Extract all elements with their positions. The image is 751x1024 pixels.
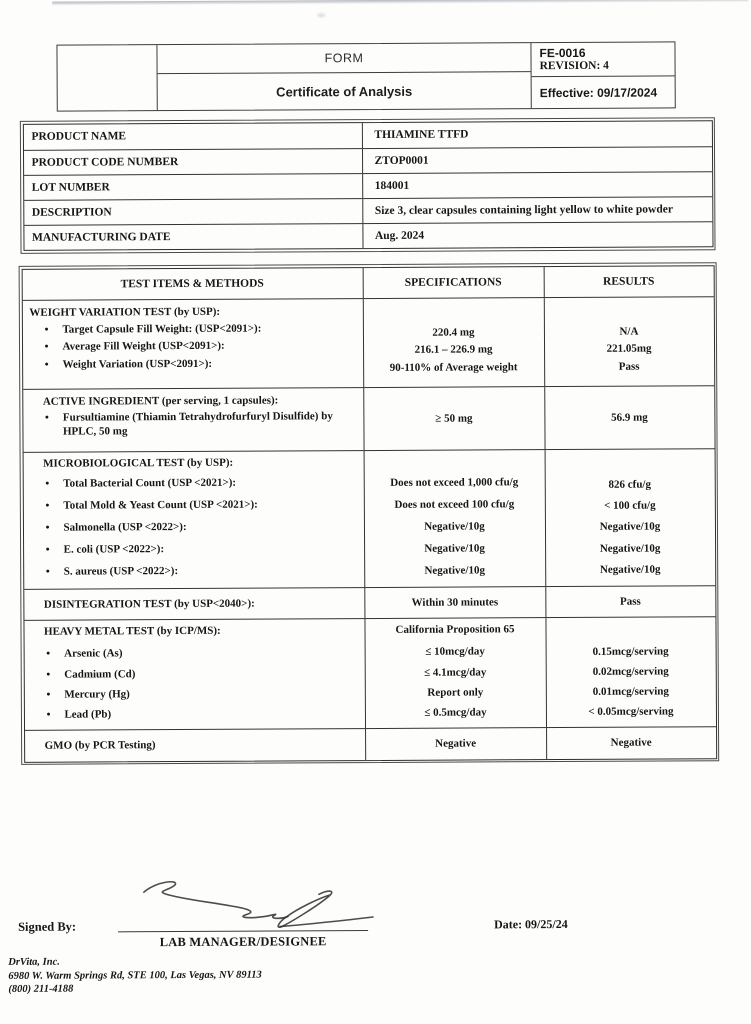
test-table-header-row <box>22 266 713 300</box>
test-item <box>23 476 363 500</box>
effective-date: Effective: 09/17/2024 <box>539 85 658 100</box>
item-spec: 216.1 – 226.9 mg <box>414 343 493 356</box>
description-label: DESCRIPTION <box>24 199 363 225</box>
item-name: Arsenic (As) <box>64 647 123 660</box>
test-item <box>24 667 364 689</box>
item-result: Pass <box>618 360 640 373</box>
item-name: E. coli (USP <2022>): <box>63 543 165 557</box>
lot-number-value: 184001 <box>374 179 410 192</box>
effective-date-cell <box>532 76 675 108</box>
weight-section-title: WEIGHT VARIATION TEST (by USP): <box>29 305 221 319</box>
signature-scribble <box>120 874 378 935</box>
bullet-icon: • <box>45 522 50 535</box>
form-code-cell <box>531 42 674 77</box>
description-value: Size 3, clear capsules containing light yellow to white powder <box>374 203 673 218</box>
item-name: Salmonella (USP <2022>): <box>63 521 187 534</box>
header-center-column <box>157 43 531 110</box>
heavy-section-title: HEAVY METAL TEST (by ICP/MS): <box>43 624 221 638</box>
footer-address: 6980 W. Warm Springs Rd, STE 100, Las Vegas, NV 89113 <box>8 969 262 982</box>
bullet-icon: • <box>45 544 50 557</box>
test-item <box>24 646 364 668</box>
item-name: Mercury (Hg) <box>64 688 130 701</box>
item-spec: 90-110% of Average weight <box>389 360 518 374</box>
product-name-label: PRODUCT NAME <box>23 123 362 150</box>
form-label: FORM <box>324 51 364 66</box>
item-name: Weight Variation (USP<2091>): <box>62 357 213 371</box>
product-row <box>24 196 712 225</box>
item-result: < 100 cfu/g <box>604 499 656 512</box>
footer-phone: (800) 211-4188 <box>8 983 74 995</box>
lot-number-label: LOT NUMBER <box>24 174 363 200</box>
item-spec: ≤ 4.1mcg/day <box>424 666 487 679</box>
disintegration-section-title: DISINTEGRATION TEST (by USP<2040>): <box>43 597 255 611</box>
item-result: Negative/10g <box>599 563 661 576</box>
bullet-icon: • <box>45 477 50 490</box>
item-result: Pass <box>619 595 641 608</box>
bullet-icon: • <box>46 647 51 661</box>
active-section-title: ACTIVE INGREDIENT (per serving, 1 capsules): <box>42 394 279 408</box>
item-spec: Does not exceed 100 cfu/g <box>394 497 515 511</box>
footer-company: DrVita, Inc. <box>8 956 60 968</box>
item-spec: Negative/10g <box>424 541 485 555</box>
micro-section-title: MICROBIOLOGICAL TEST (by USP): <box>43 456 234 470</box>
footer-company-block <box>8 955 262 997</box>
item-result: 0.01mcg/serving <box>592 685 669 698</box>
bullet-icon: • <box>44 340 49 353</box>
revision-number: REVISION: 4 <box>539 59 609 72</box>
item-spec: ≤ 10mcg/day <box>425 645 485 659</box>
item-name: Fursultiamine (Thiamin Tetrahydrofurfuryl Disulfide) by HPLC, 50 mg <box>62 409 333 438</box>
item-result: Negative <box>610 736 652 749</box>
section-microbiological <box>23 448 715 589</box>
signer-title: LAB MANAGER/DESIGNEE <box>159 934 327 950</box>
header-form-table <box>56 41 675 111</box>
item-spec: Within 30 minutes <box>411 595 499 609</box>
test-item <box>23 409 363 440</box>
bullet-icon: • <box>44 323 49 336</box>
bullet-icon: • <box>46 708 51 721</box>
product-code-value: ZTOP0001 <box>374 154 429 167</box>
item-name: Average Fill Weight (USP<2091>): <box>62 339 225 353</box>
bullet-icon: • <box>44 358 49 371</box>
col-header-specifications: SPECIFICATIONS <box>362 267 543 298</box>
item-spec: ≥ 50 mg <box>435 411 473 425</box>
item-name: Total Mold & Yeast Count (USP <2021>): <box>63 498 258 512</box>
heavy-spec-title: California Proposition 65 <box>395 622 515 636</box>
form-code: FE-0016 <box>539 45 586 60</box>
test-item <box>22 322 362 341</box>
item-name: Target Capsule Fill Weight: (USP<2091>): <box>62 322 262 336</box>
item-result: Negative/10g <box>599 520 661 534</box>
signed-by-label: Signed By: <box>18 919 77 934</box>
bullet-icon: • <box>46 668 51 681</box>
product-name-value: THIAMINE TTFD <box>374 128 469 142</box>
bullet-icon: • <box>45 566 50 579</box>
item-spec: Report only <box>427 686 484 699</box>
doc-title-cell <box>158 72 531 110</box>
section-gmo <box>25 726 716 762</box>
logo-cell <box>57 45 157 111</box>
test-item <box>24 707 364 729</box>
item-result: Negative/10g <box>599 542 661 555</box>
scan-dot-artifact <box>317 13 325 17</box>
item-spec: Does not exceed 1,000 cfu/g <box>390 475 519 489</box>
test-item <box>22 339 362 358</box>
document-title: Certificate of Analysis <box>276 83 413 100</box>
header-right-column <box>531 42 674 108</box>
item-spec: Negative <box>435 737 477 750</box>
product-row <box>23 121 711 150</box>
section-active-ingredient <box>23 385 714 452</box>
item-name: Lead (Pb) <box>64 708 112 721</box>
signature-date: Date: 09/25/24 <box>494 916 568 932</box>
bullet-icon: • <box>45 499 50 512</box>
item-result: 221.05mg <box>606 342 652 355</box>
item-spec: 220.4 mg <box>432 325 475 339</box>
item-result: 56.9 mg <box>611 411 648 424</box>
product-row <box>24 221 712 250</box>
product-row <box>23 146 711 175</box>
bullet-icon: • <box>46 688 51 701</box>
col-header-test-items: TEST ITEMS & METHODS <box>120 277 264 290</box>
item-result: < 0.05mcg/serving <box>588 705 674 719</box>
col-header-results: RESULTS <box>543 266 713 297</box>
test-item <box>24 564 364 588</box>
test-results-table <box>19 262 720 765</box>
item-result: 0.15mcg/serving <box>592 644 669 658</box>
test-item <box>23 357 363 376</box>
item-name: S. aureus (USP <2022>): <box>63 565 179 579</box>
item-name: Cadmium (Cd) <box>64 667 136 681</box>
test-item <box>24 687 364 709</box>
manufacturing-date-value: Aug. 2024 <box>374 230 425 243</box>
product-info-table <box>20 117 716 254</box>
item-result: N/A <box>619 325 639 338</box>
item-spec: ≤ 0.5mcg/day <box>424 706 487 719</box>
item-spec: Negative/10g <box>424 519 485 533</box>
section-disintegration <box>24 585 715 620</box>
item-result: 826 cfu/g <box>608 478 652 491</box>
product-row <box>24 171 712 200</box>
item-spec: Negative/10g <box>424 563 485 577</box>
product-code-label: PRODUCT CODE NUMBER <box>23 149 362 175</box>
test-item <box>23 498 363 522</box>
item-name: Total Bacterial Count (USP <2021>): <box>63 476 237 490</box>
scan-edge-artifact <box>52 0 748 6</box>
manufacturing-date-label: MANUFACTURING DATE <box>24 224 363 250</box>
test-item <box>24 542 364 566</box>
gmo-section-title: GMO (by PCR Testing) <box>44 739 156 752</box>
section-weight-variation <box>22 296 713 389</box>
section-heavy-metals <box>24 616 716 730</box>
item-result: 0.02mcg/serving <box>592 665 669 678</box>
bullet-icon: • <box>45 411 49 424</box>
form-label-cell <box>157 43 530 74</box>
test-item <box>23 520 363 544</box>
